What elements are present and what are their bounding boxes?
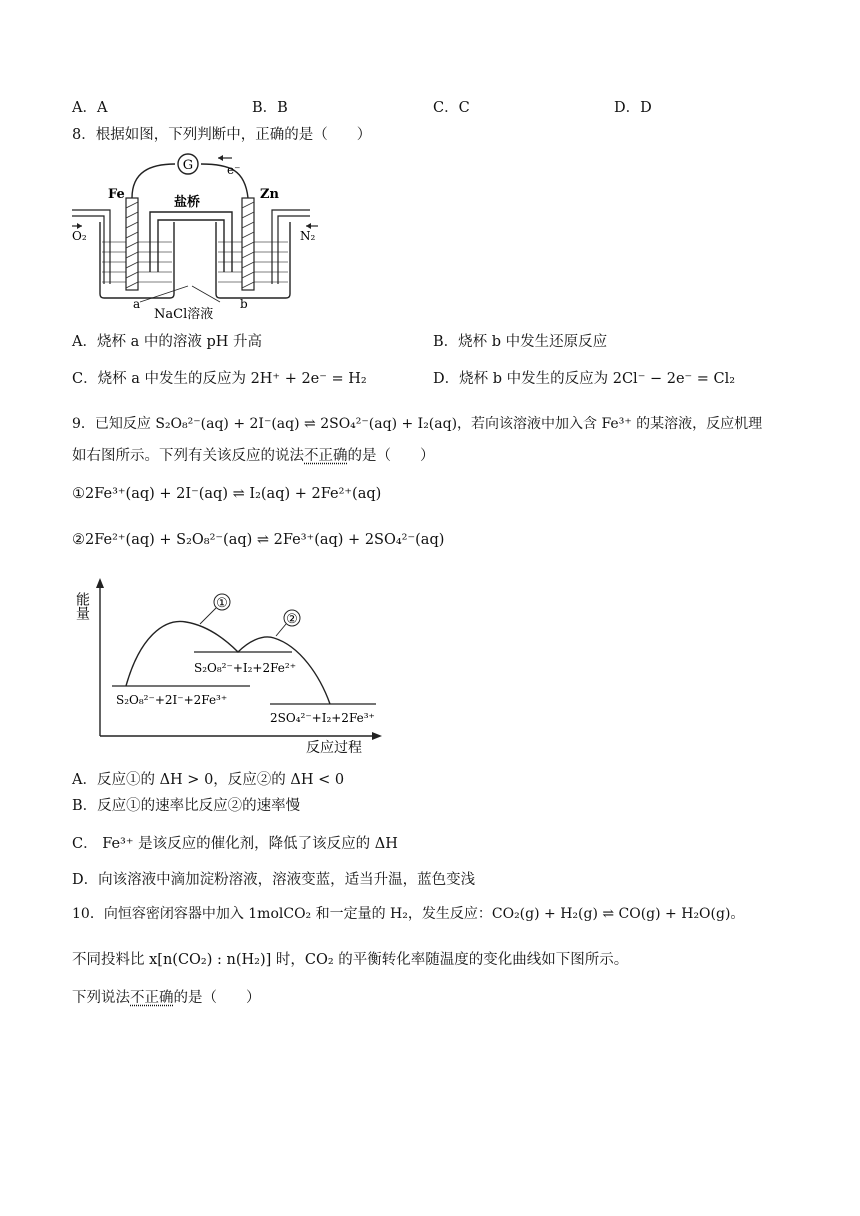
zn-electrode-label: Zn (260, 187, 279, 202)
q9-option-a: A．反应①的 ΔH > 0，反应②的 ΔH < 0 (72, 772, 345, 788)
q8-electrochemical-cell-figure (70, 152, 330, 322)
q8-option-d: D．烧杯 b 中发生的反应为 2Cl⁻ − 2e⁻ = Cl₂ (433, 371, 736, 387)
q10-emphasis: 不正确 (130, 990, 174, 1006)
q9-option-b: B．反应①的速率比反应②的速率慢 (72, 798, 301, 814)
q9-stem-line2-pre: 如右图所示。下列有关该反应的说法 (72, 448, 304, 464)
q9-stem-line2-post: 的是（ ） (347, 448, 435, 464)
salt-bridge-label: 盐桥 (174, 195, 201, 210)
q9-equation-1: ①2Fe³⁺(aq) + 2I⁻(aq) ⇌ I₂(aq) + 2Fe²⁺(aq) (72, 486, 382, 502)
q10-line3-post: 的是（ ） (173, 990, 261, 1006)
q7-option-b: B．B (252, 100, 288, 116)
q7-option-d: D．D (614, 100, 652, 116)
q8-option-b: B．烧杯 b 中发生还原反应 (433, 334, 608, 350)
beaker-a-label: a (133, 297, 141, 311)
q9-stem-line2 (72, 446, 435, 466)
energy-axis-label: 能量 (74, 592, 90, 620)
q9-option-c: C． Fe³⁺ 是该反应的催化剂，降低了该反应的 ΔH (72, 836, 398, 852)
q10-line2: 不同投料比 x[n(CO₂) : n(H₂)] 时，CO₂ 的平衡转化率随温度的变化曲线如下图所示。 (72, 952, 629, 968)
level-mid-label: S₂O₈²⁻+I₂+2Fe²⁺ (194, 661, 297, 675)
q9-energy-diagram (70, 576, 390, 756)
q10-line3 (72, 988, 261, 1008)
q10-line1: 10．向恒容密闭容器中加入 1molCO₂ 和一定量的 H₂，发生反应：CO₂(g) + H₂(g) ⇌ CO(g) + H₂O(g)。 (72, 906, 745, 922)
fe-electrode-label: Fe (108, 187, 125, 202)
beaker-b-label: b (240, 297, 248, 311)
n2-label: N₂ (300, 229, 316, 243)
q9-emphasis: 不正确 (304, 448, 348, 464)
galvanometer-label: G (182, 158, 194, 173)
q8-option-c: C．烧杯 a 中发生的反应为 2H⁺ + 2e⁻ = H₂ (72, 371, 367, 387)
q8-option-a: A．烧杯 a 中的溶液 pH 升高 (72, 334, 262, 350)
electron-label: e⁻ (227, 163, 241, 177)
q9-equation-2: ②2Fe²⁺(aq) + S₂O₈²⁻(aq) ⇌ 2Fe³⁺(aq) + 2SO₄²⁻(aq) (72, 532, 445, 548)
q7-option-a: A．A (72, 100, 108, 116)
q7-option-c: C．C (433, 100, 470, 116)
nacl-solution-label: NaCl溶液 (154, 307, 214, 322)
o2-label: O₂ (72, 229, 87, 243)
q9-stem-line1: 9．已知反应 S₂O₈²⁻(aq) + 2I⁻(aq) ⇌ 2SO₄²⁻(aq) + I₂(aq)，若向该溶液中加入含 Fe³⁺ 的某溶液，反应机理 (72, 416, 763, 432)
q8-stem: 8．根据如图，下列判断中，正确的是（ ） (72, 127, 372, 143)
q10-line3-pre: 下列说法 (72, 990, 130, 1006)
q9-option-d: D．向该溶液中滴加淀粉溶液，溶液变蓝，适当升温，蓝色变浅 (72, 872, 476, 888)
peak-1-label: ① (216, 596, 228, 611)
process-axis-label: 反应过程 (306, 740, 362, 756)
level-end-label: 2SO₄²⁻+I₂+2Fe³⁺ (270, 711, 375, 725)
level-start-label: S₂O₈²⁻+2I⁻+2Fe³⁺ (116, 693, 228, 707)
peak-2-label: ② (286, 612, 298, 627)
